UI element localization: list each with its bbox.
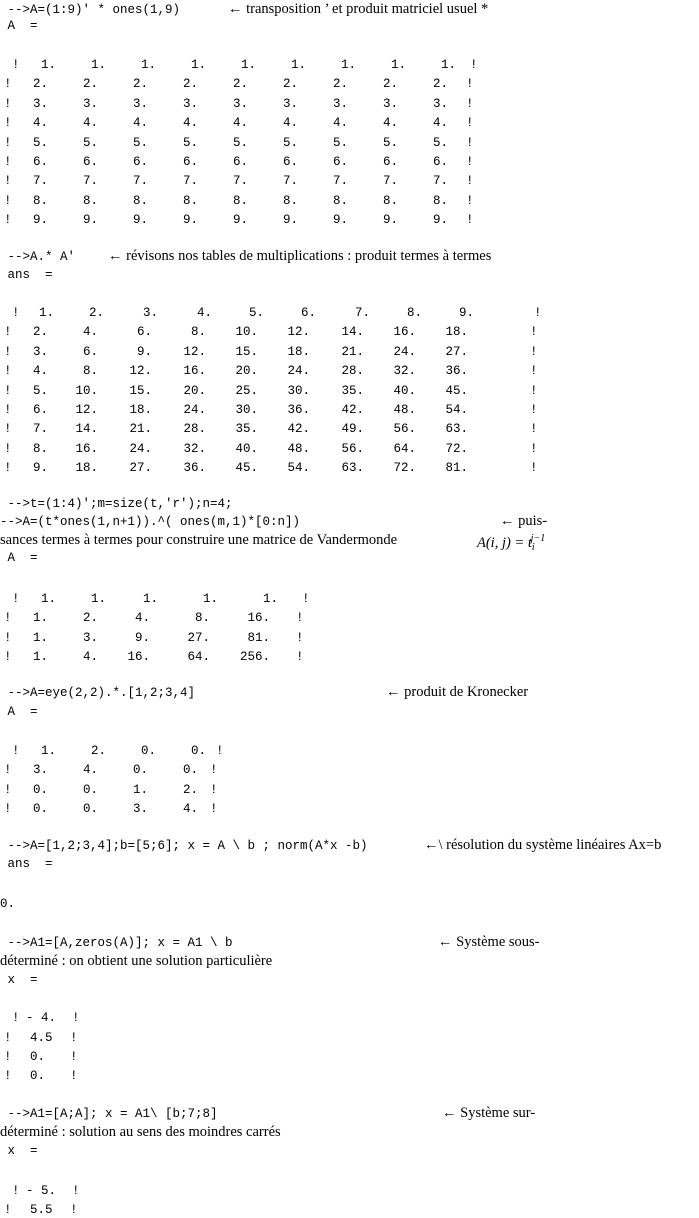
matrix-cell: 7. [182,174,198,189]
matrix-cell: 16. [75,441,98,456]
matrix-bracket-left: ! [4,155,12,169]
matrix-cell: 45. [235,461,258,476]
matrix-cell: 8. [32,441,48,456]
matrix-cell: 4. [196,306,212,320]
vector-cell: 0. [30,1069,46,1083]
matrix-bracket-right: ! [530,364,538,379]
annotation-comment: ← Système sur- [442,1105,536,1121]
matrix-cell: 5. [432,135,448,150]
matrix-cell: 48. [287,441,310,456]
matrix-cell: 64. [393,441,416,456]
matrix-cell: 4. [32,364,48,379]
annotation-comment: ←\ résolution du système linéaires Ax=b [424,837,662,853]
matrix-bracket-right: ! [210,802,218,817]
matrix-cell: 1. [132,782,148,797]
matrix-cell: 0. [140,744,156,758]
matrix-cell: 2. [182,782,198,797]
matrix-cell: 63. [341,461,364,476]
matrix-cell: 12. [75,403,98,417]
scalar-result: 0. [0,897,16,911]
vector-bracket-right: ! [72,1011,80,1025]
matrix-bracket-right: ! [296,611,304,626]
matrix-cell: 18. [287,344,310,359]
matrix-cell: 3. [432,96,448,111]
matrix-cell: 8. [82,193,98,208]
matrix-cell: 5. [132,135,148,150]
matrix-bracket-left: ! [4,116,12,131]
matrix-bracket-right: ! [466,96,474,111]
matrix-cell: 9. [82,213,98,228]
matrix-cell: 1. [190,58,206,72]
matrix-bracket-right: ! [296,630,304,645]
matrix-cell: 18. [445,325,468,340]
matrix-bracket-left: ! [4,383,12,398]
matrix-cell: 81. [445,461,468,476]
matrix-cell: 6. [82,344,98,359]
vector-cell: - 4. [26,1011,57,1025]
matrix-bracket-left: ! [12,744,20,758]
matrix-cell: 14. [75,422,98,437]
matrix-cell: 1. [32,630,48,645]
matrix-cell: 36. [445,364,468,379]
matrix-cell: 2. [82,77,98,92]
matrix-cell: 27. [187,630,210,645]
matrix-cell: 9. [282,213,298,228]
matrix-cell: 3. [32,344,48,359]
matrix-cell: 36. [183,461,206,476]
result-label: A = [0,551,38,565]
annotation-comment: déterminé : on obtient une solution particulière [0,953,273,969]
matrix-cell: 81. [247,630,270,645]
matrix-bracket-right: ! [530,403,538,417]
matrix-bracket-left: ! [4,344,12,359]
matrix-bracket-right: ! [530,383,538,398]
matrix-cell: 2. [232,77,248,92]
matrix-cell: 4. [134,611,150,626]
formula-lhs: A(i, j) = t [477,535,532,551]
matrix-cell: 4. [82,116,98,131]
matrix-cell: 6. [32,155,48,169]
matrix-cell: 12. [183,344,206,359]
vector-bracket-right: ! [70,1203,78,1217]
result-label: ans = [0,268,53,282]
matrix-cell: 6. [382,155,398,169]
matrix-cell: 5. [232,135,248,150]
vector-bracket-left: ! [12,1184,20,1198]
matrix-cell: 3. [382,96,398,111]
matrix-bracket-right: ! [466,155,474,169]
matrix-cell: 16. [393,325,416,340]
matrix-cell: 20. [183,383,206,398]
matrix-cell: 1. [262,592,278,606]
matrix-cell: 40. [393,383,416,398]
matrix-cell: 0. [190,744,206,758]
command-line: -->A=eye(2,2).*.[1,2;3,4] [0,686,196,700]
matrix-bracket-left: ! [4,461,12,476]
matrix-cell: 1. [440,58,456,72]
matrix-cell: 5. [32,135,48,150]
matrix-bracket-right: ! [466,193,474,208]
matrix-cell: 4. [432,116,448,131]
matrix-cell: 24. [129,441,152,456]
matrix-cell: 72. [445,441,468,456]
matrix-cell: 6. [182,155,198,169]
matrix-bracket-right: ! [530,325,538,340]
matrix-cell: 7. [332,174,348,189]
matrix-cell: 1. [340,58,356,72]
vector-bracket-left: ! [12,1011,20,1025]
annotation-comment: ← transposition ’ et produit matriciel usuel * [228,1,489,17]
matrix-bracket-left: ! [4,364,12,379]
matrix-cell: 18. [75,461,98,476]
matrix-cell: 5. [248,306,264,320]
matrix-cell: 40. [235,441,258,456]
command-line: -->t=(1:4)';m=size(t,'r');n=4; [0,497,233,511]
matrix-cell: 6. [332,155,348,169]
matrix-bracket-left: ! [4,135,12,150]
matrix-cell: 2. [82,611,98,626]
matrix-bracket-left: ! [4,403,12,417]
matrix-cell: 3. [82,96,98,111]
matrix-cell: 6. [136,325,152,340]
vector-cell: - 5. [26,1184,57,1198]
matrix-cell: 7. [82,174,98,189]
matrix-cell: 1. [142,592,158,606]
matrix-cell: 21. [129,422,152,437]
matrix-cell: 4. [282,116,298,131]
matrix-cell: 27. [129,461,152,476]
vector-bracket-right: ! [70,1050,78,1064]
matrix-cell: 9. [382,213,398,228]
matrix-cell: 63. [445,422,468,437]
matrix-cell: 3. [182,96,198,111]
matrix-bracket-right: ! [216,744,224,758]
matrix-cell: 72. [393,461,416,476]
matrix-cell: 36. [287,403,310,417]
matrix-cell: 4. [382,116,398,131]
matrix-cell: 54. [287,461,310,476]
matrix-cell: 7. [432,174,448,189]
matrix-cell: 4. [82,763,98,778]
matrix-cell: 28. [183,422,206,437]
matrix-bracket-left: ! [4,77,12,92]
command-line: -->A.* A' [0,250,76,264]
matrix-cell: 12. [287,325,310,340]
matrix-cell: 49. [341,422,364,437]
result-label: A = [0,19,38,33]
matrix-bracket-left: ! [4,802,12,817]
matrix-cell: 6. [282,155,298,169]
matrix-cell: 20. [235,364,258,379]
matrix-cell: 1. [240,58,256,72]
matrix-cell: 9. [134,630,150,645]
matrix-cell: 30. [235,403,258,417]
matrix-cell: 9. [32,461,48,476]
matrix-cell: 0. [82,802,98,817]
matrix-cell: 6. [82,155,98,169]
matrix-cell: 21. [341,344,364,359]
matrix-cell: 8. [132,193,148,208]
vector-bracket-left: ! [4,1069,12,1083]
matrix-cell: 9. [32,213,48,228]
matrix-cell: 6. [432,155,448,169]
command-line: -->A1=[A,zeros(A)]; x = A1 \ b [0,936,233,950]
matrix-cell: 35. [341,383,364,398]
matrix-cell: 2. [432,77,448,92]
matrix-cell: 7. [32,422,48,437]
matrix-cell: 8. [406,306,422,320]
matrix-bracket-left: ! [4,763,12,778]
matrix-bracket-left: ! [4,213,12,228]
matrix-bracket-left: ! [4,441,12,456]
command-line: -->A1=[A;A]; x = A1\ [b;7;8] [0,1107,218,1121]
matrix-bracket-right: ! [530,441,538,456]
formula-superscript: j−1 [530,533,546,544]
matrix-cell: 32. [393,364,416,379]
matrix-cell: 9. [332,213,348,228]
matrix-cell: 3. [232,96,248,111]
command-line: -->A=(t*ones(1,n+1)).^( ones(m,1)*[0:n]) [0,515,301,529]
matrix-cell: 9. [232,213,248,228]
matrix-cell: 42. [287,422,310,437]
matrix-cell: 5. [332,135,348,150]
matrix-cell: 9. [136,344,152,359]
matrix-cell: 9. [458,306,474,320]
matrix-bracket-left: ! [4,611,12,626]
matrix-bracket-right: ! [530,461,538,476]
matrix-cell: 4. [332,116,348,131]
matrix-cell: 30. [287,383,310,398]
matrix-bracket-left: ! [4,325,12,340]
matrix-cell: 0. [32,782,48,797]
matrix-bracket-right: ! [466,77,474,92]
matrix-bracket-left: ! [4,630,12,645]
matrix-cell: 7. [132,174,148,189]
matrix-cell: 16. [247,611,270,626]
matrix-cell: 1. [32,650,48,665]
matrix-cell: 1. [90,58,106,72]
matrix-cell: 5. [382,135,398,150]
matrix-cell: 15. [235,344,258,359]
matrix-cell: 10. [75,383,98,398]
matrix-cell: 5. [182,135,198,150]
matrix-cell: 1. [40,592,56,606]
annotation-comment: ← Système sous- [438,934,540,950]
matrix-cell: 0. [82,782,98,797]
vector-cell: 0. [30,1050,46,1064]
vector-cell: 5.5 [30,1203,53,1217]
matrix-cell: 7. [232,174,248,189]
matrix-cell: 8. [332,193,348,208]
matrix-bracket-left: ! [12,306,20,320]
matrix-cell: 9. [132,213,148,228]
matrix-cell: 54. [445,403,468,417]
matrix-cell: 0. [132,763,148,778]
matrix-cell: 3. [32,96,48,111]
vandermonde-formula [477,531,546,553]
matrix-cell: 9. [182,213,198,228]
matrix-cell: 24. [183,403,206,417]
matrix-cell: 6. [132,155,148,169]
matrix-cell: 16. [183,364,206,379]
matrix-cell: 256. [239,650,270,665]
matrix-cell: 3. [142,306,158,320]
matrix-cell: 1. [90,592,106,606]
annotation-comment: ← produit de Kronecker [386,684,529,700]
matrix-cell: 1. [202,592,218,606]
matrix-cell: 2. [382,77,398,92]
matrix-bracket-right: ! [296,650,304,665]
matrix-bracket-left: ! [4,174,12,189]
matrix-cell: 5. [82,135,98,150]
matrix-bracket-left: ! [4,96,12,111]
vector-bracket-right: ! [70,1031,78,1045]
matrix-bracket-right: ! [466,135,474,150]
matrix-bracket-left: ! [4,193,12,208]
matrix-cell: 15. [129,383,152,398]
matrix-cell: 10. [235,325,258,340]
matrix-cell: 5. [32,383,48,398]
vector-bracket-left: ! [4,1203,12,1217]
matrix-cell: 2. [182,77,198,92]
matrix-cell: 1. [290,58,306,72]
matrix-cell: 0. [182,763,198,778]
matrix-cell: 18. [129,403,152,417]
matrix-cell: 1. [32,611,48,626]
matrix-cell: 6. [32,403,48,417]
annotation-comment: ← puis- [500,513,548,529]
matrix-bracket-left: ! [4,782,12,797]
vector-bracket-left: ! [4,1050,12,1064]
matrix-bracket-left: ! [4,422,12,437]
matrix-cell: 8. [194,611,210,626]
matrix-cell: 4. [232,116,248,131]
matrix-cell: 9. [432,213,448,228]
result-label: A = [0,705,38,719]
matrix-cell: 16. [127,650,150,665]
command-line: -->A=(1:9)' * ones(1,9) [0,3,181,17]
matrix-cell: 14. [341,325,364,340]
matrix-cell: 8. [232,193,248,208]
matrix-cell: 1. [40,744,56,758]
matrix-cell: 3. [282,96,298,111]
matrix-cell: 35. [235,422,258,437]
matrix-cell: 2. [32,77,48,92]
result-label: ans = [0,857,53,871]
matrix-cell: 8. [432,193,448,208]
matrix-cell: 6. [232,155,248,169]
matrix-cell: 2. [88,306,104,320]
matrix-cell: 3. [132,96,148,111]
vector-cell: 4.5 [30,1031,53,1045]
matrix-cell: 45. [445,383,468,398]
annotation-comment: ← révisons nos tables de multiplications : produit termes à termes [108,248,492,264]
matrix-cell: 7. [32,174,48,189]
matrix-bracket-right: ! [210,763,218,778]
matrix-bracket-right: ! [530,344,538,359]
matrix-cell: 5. [282,135,298,150]
matrix-bracket-right: ! [470,58,478,72]
matrix-cell: 25. [235,383,258,398]
matrix-cell: 7. [282,174,298,189]
matrix-cell: 64. [187,650,210,665]
matrix-cell: 4. [32,116,48,131]
matrix-cell: 2. [132,77,148,92]
matrix-cell: 3. [132,802,148,817]
matrix-cell: 7. [382,174,398,189]
matrix-cell: 2. [282,77,298,92]
command-line: -->A=[1,2;3,4];b=[5;6]; x = A \ b ; norm(A*x -b) [0,839,368,853]
matrix-cell: 42. [341,403,364,417]
matrix-cell: 8. [382,193,398,208]
matrix-cell: 1. [390,58,406,72]
matrix-cell: 2. [32,325,48,340]
matrix-cell: 1. [38,306,54,320]
matrix-cell: 27. [445,344,468,359]
matrix-bracket-right: ! [534,306,542,320]
matrix-cell: 24. [287,364,310,379]
matrix-cell: 48. [393,403,416,417]
result-label: x = [0,973,38,987]
result-label: x = [0,1144,38,1158]
matrix-cell: 56. [341,441,364,456]
matrix-cell: 4. [182,802,198,817]
matrix-bracket-right: ! [466,174,474,189]
matrix-cell: 8. [182,193,198,208]
vector-bracket-left: ! [4,1031,12,1045]
matrix-cell: 2. [90,744,106,758]
annotation-comment: déterminé : solution au sens des moindres carrés [0,1124,281,1140]
matrix-cell: 4. [82,325,98,340]
matrix-cell: 3. [332,96,348,111]
matrix-cell: 4. [132,116,148,131]
matrix-bracket-left: ! [4,650,12,665]
matrix-bracket-left: ! [12,592,20,606]
matrix-bracket-right: ! [530,422,538,437]
matrix-cell: 1. [40,58,56,72]
matrix-cell: 8. [32,193,48,208]
vector-bracket-right: ! [72,1184,80,1198]
matrix-bracket-left: ! [12,58,20,72]
matrix-cell: 1. [140,58,156,72]
vector-bracket-right: ! [70,1069,78,1083]
matrix-cell: 3. [32,763,48,778]
matrix-cell: 4. [82,650,98,665]
matrix-bracket-right: ! [466,116,474,131]
matrix-cell: 0. [32,802,48,817]
matrix-cell: 2. [332,77,348,92]
matrix-cell: 24. [393,344,416,359]
annotation-comment: sances termes à termes pour construire une matrice de Vandermonde [0,532,398,548]
matrix-cell: 12. [129,364,152,379]
matrix-cell: 3. [82,630,98,645]
matrix-cell: 32. [183,441,206,456]
matrix-cell: 4. [182,116,198,131]
matrix-cell: 56. [393,422,416,437]
matrix-cell: 8. [282,193,298,208]
matrix-cell: 8. [82,364,98,379]
matrix-cell: 8. [190,325,206,340]
matrix-cell: 28. [341,364,364,379]
matrix-cell: 7. [354,306,370,320]
matrix-bracket-right: ! [466,213,474,228]
formula-subscript: i [531,542,535,553]
matrix-cell: 6. [300,306,316,320]
matrix-bracket-right: ! [210,782,218,797]
matrix-bracket-right: ! [302,592,310,606]
